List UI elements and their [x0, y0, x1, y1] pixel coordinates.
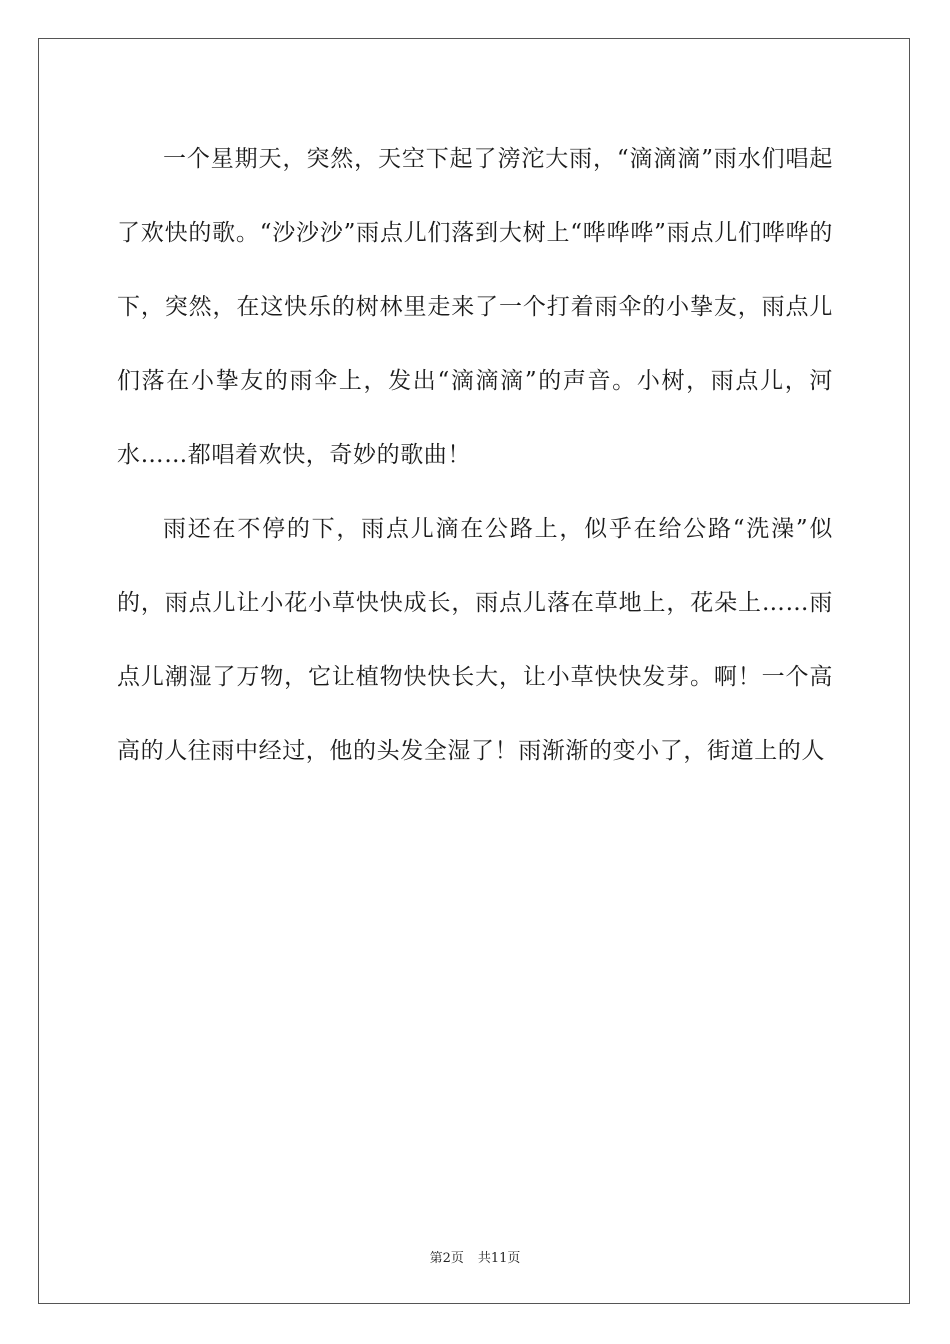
paragraph-2: 雨还在不停的下，雨点儿滴在公路上，似乎在给公路“洗澡”似的，雨点儿让小花小草快快成长，雨点儿落在草地上，花朵上……雨点儿潮湿了万物，它让植物快快长大，让小草快快发芽。啊！一个高高的人往雨中经过，他的头发全湿了！雨渐渐的变小了，街道上的人 — [117, 516, 833, 764]
document-body — [117, 122, 833, 788]
page-number: 第2页 — [429, 1251, 464, 1266]
paragraph-1: 一个星期天，突然，天空下起了滂沱大雨，“滴滴滴”雨水们唱起了欢快的歌。“沙沙沙”雨点儿们落到大树上“哗哗哗”雨点儿们哗哗的下，突然，在这快乐的树林里走来了一个打着雨伞的小挚友，雨点儿们落在小挚友的雨伞上，发出“滴滴滴”的声音。小树，雨点儿，河水……都唱着欢快，奇妙的歌曲！ — [117, 146, 833, 468]
page-footer — [0, 1247, 950, 1266]
page-total: 共11页 — [477, 1251, 521, 1266]
